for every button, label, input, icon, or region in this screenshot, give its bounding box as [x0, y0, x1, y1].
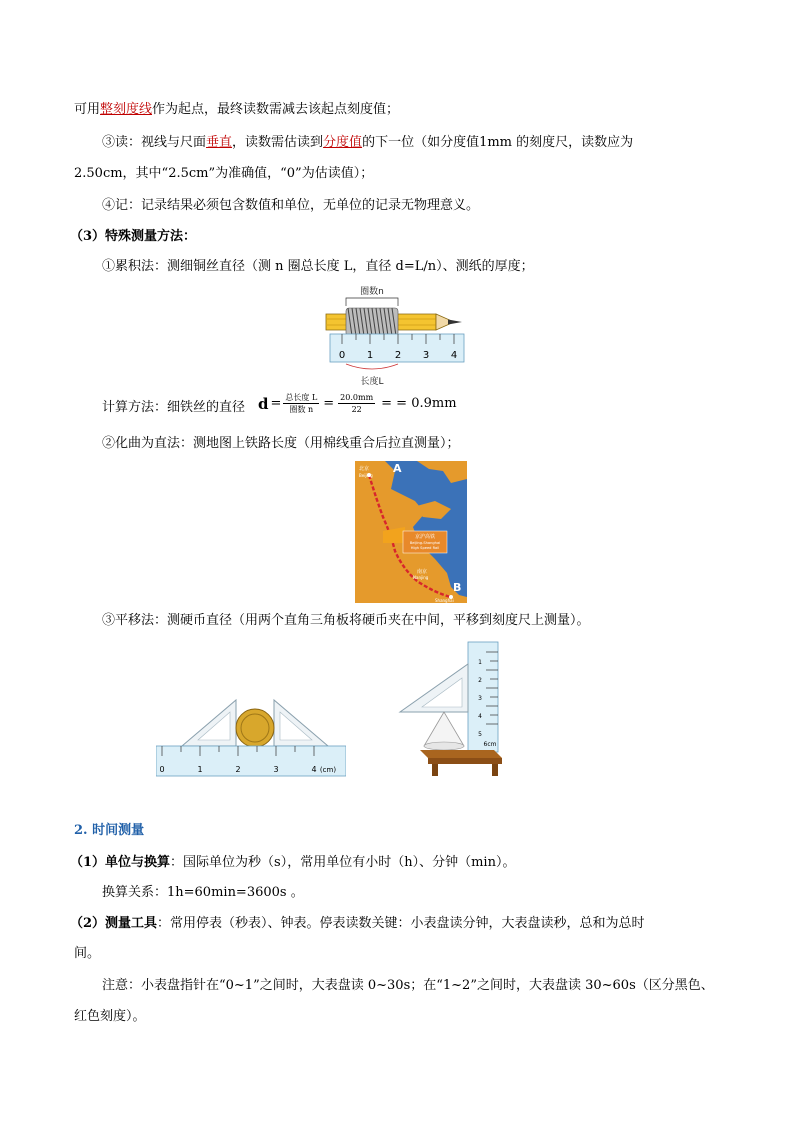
map-point-b: B: [453, 581, 462, 594]
map-city-label: 北京: [359, 466, 370, 472]
ruler-tick-label: 4: [478, 713, 482, 720]
text-span: ，读数需估读到: [232, 135, 324, 150]
ruler-tick-label: 5: [478, 731, 482, 738]
fraction-numerator: 总长度 L: [285, 393, 318, 402]
cone-measure-figure: [398, 640, 506, 776]
map-box-sub: High Speed Rail: [410, 546, 440, 550]
highlight-term: 垂直: [206, 135, 233, 150]
ruler-tick-label: 3: [422, 350, 430, 361]
text-line: [102, 133, 633, 153]
highlight-term: 整刻度线: [100, 102, 153, 117]
fraction: [338, 392, 375, 415]
ruler-tick-label: 2: [394, 350, 402, 361]
text-line: 红色刻度）。: [74, 1009, 146, 1024]
text-span: 的下一位（如分度值1mm 的刻度尺，读数应为: [362, 135, 634, 150]
fraction-denominator: 圈数 n: [289, 405, 314, 414]
formula-equals: =: [323, 396, 335, 411]
ruler-tick-label: 0: [338, 350, 346, 361]
length-label: 长度L: [360, 377, 384, 387]
railway-map-figure: [355, 461, 467, 603]
coil-count-label: 圈数n: [360, 287, 384, 297]
fraction-numerator: 20.0mm: [340, 393, 374, 402]
text-line: ②化曲为直法：测地图上铁路长度（用棉线重合后拉直测量）；: [102, 436, 460, 451]
text-span: ：国际单位为秒（s），常用单位有小时（h）、分钟（min）。: [170, 855, 516, 870]
formula: [258, 392, 457, 415]
text-line: [70, 914, 645, 934]
text-line: ③平移法：测硬币直径（用两个直角三角板将硬币夹在中间，平移到刻度尺上测量）。: [102, 613, 590, 628]
formula-result: = = 0.9mm: [381, 396, 457, 411]
bold-term: （1）单位与换算: [70, 855, 171, 870]
text-span: ：常用停表（秒表）、钟表。停表读数关键：小表盘读分钟，大表盘读秒，总和为总时: [157, 916, 645, 931]
formula-variable: d: [258, 394, 269, 413]
bold-term: （2）测量工具: [70, 916, 158, 931]
section-heading: 2. 时间测量: [74, 823, 145, 838]
formula-equals: =: [270, 396, 282, 411]
text-line: 注意：小表盘指针在“0~1”之间时，大表盘读 0~30s；在“1~2”之间时，大表盘读 30~60s（区分黑色、: [102, 978, 714, 993]
text-line: 换算关系：1h=60min=3600s 。: [102, 885, 304, 900]
map-point-a: A: [393, 462, 402, 475]
map-city-label: Nanjing: [413, 575, 429, 580]
text-span: ③读：视线与尺面: [102, 135, 207, 150]
fraction: [283, 392, 319, 415]
map-city-label: Beijing: [359, 473, 373, 478]
ruler-unit-label: (cm): [319, 766, 337, 774]
highlight-term: 分度值: [323, 135, 363, 150]
map-box-sub: Beijing-Shanghai: [409, 541, 441, 545]
text-line: 间。: [74, 946, 101, 961]
ruler-tick-label: 1: [478, 659, 482, 666]
ruler-tick-label: 2: [478, 677, 482, 684]
ruler-tick-label: 2: [235, 765, 241, 774]
formula-line: [102, 398, 245, 424]
ruler-unit-label: 6cm: [483, 741, 497, 748]
map-city-label: Shanghai: [435, 598, 454, 603]
text-line: [70, 853, 515, 873]
wire-coil-figure: [322, 284, 468, 388]
text-line: ①累积法：测细铜丝直径（测 n 圈总长度 L，直径 d=L/n）、测纸的厚度；: [102, 259, 534, 274]
map-city-label: 南京: [417, 569, 428, 575]
text-span: 作为起点，最终读数需减去该起点刻度值；: [152, 102, 400, 117]
ruler-tick-label: 3: [478, 695, 482, 702]
text-line: ④记：记录结果必须包含数值和单位，无单位的记录无物理意义。: [102, 198, 480, 213]
ruler-tick-label: 4: [311, 765, 317, 774]
ruler-tick-label: 1: [197, 765, 203, 774]
text-span: 可用: [74, 102, 101, 117]
text-span: 计算方法：细铁丝的直径: [102, 400, 246, 415]
section-subheading: （3）特殊测量方法：: [70, 229, 197, 244]
fraction-denominator: 22: [351, 405, 362, 414]
ruler-tick-label: 3: [273, 765, 279, 774]
text-line: 2.50cm，其中“2.5cm”为准确值，“0”为估读值）；: [74, 166, 374, 181]
map-box-title: 京沪高铁: [414, 534, 436, 540]
coin-measure-figure: [156, 696, 346, 778]
text-line: [74, 100, 399, 120]
ruler-tick-label: 0: [159, 765, 165, 774]
ruler-tick-label: 1: [366, 350, 374, 361]
ruler-tick-label: 4: [450, 350, 458, 361]
